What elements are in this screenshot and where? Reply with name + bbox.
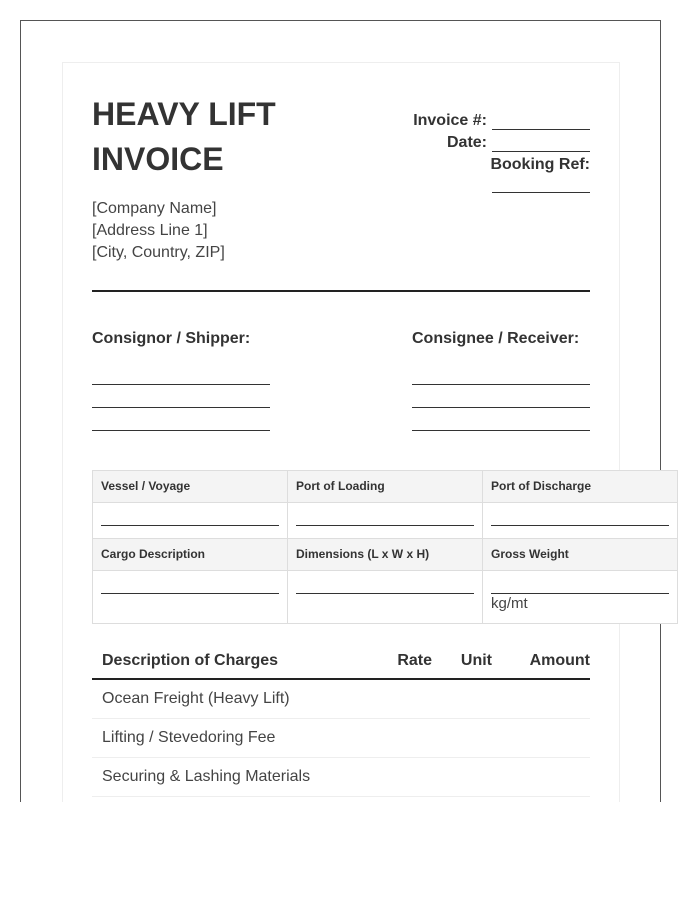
cargo-description-header: Cargo Description xyxy=(93,539,288,571)
company-city: [City, Country, ZIP] xyxy=(92,244,225,261)
charges-description-header: Description of Charges xyxy=(102,652,279,669)
date-field[interactable] xyxy=(492,136,590,152)
gross-weight-cell xyxy=(483,571,678,624)
cargo-description-field[interactable] xyxy=(101,593,279,594)
vessel-voyage-cell xyxy=(93,503,288,539)
dimensions-field[interactable] xyxy=(296,593,474,594)
charges-unit-header: Unit xyxy=(460,652,492,669)
company-name: [Company Name] xyxy=(92,200,217,217)
port-of-loading-field[interactable] xyxy=(296,525,474,526)
booking-ref-row xyxy=(330,152,590,174)
invoice-number-label: Invoice #: xyxy=(413,112,487,129)
booking-ref-label: Booking Ref: xyxy=(490,156,590,173)
invoice-number-row xyxy=(330,108,590,130)
charges-rate-header: Rate xyxy=(397,652,432,669)
receiver-line-2[interactable] xyxy=(412,407,590,408)
dimensions-header: Dimensions (L x W x H) xyxy=(288,539,483,571)
charge-row-lifting-fee: Lifting / Stevedoring Fee xyxy=(92,719,590,758)
gross-weight-header: Gross Weight xyxy=(483,539,678,571)
port-of-discharge-field[interactable] xyxy=(491,525,669,526)
vessel-voyage-header: Vessel / Voyage xyxy=(93,471,288,503)
invoice-title xyxy=(92,92,352,182)
dimensions-cell xyxy=(288,571,483,624)
weight-unit: kg/mt xyxy=(491,595,528,612)
title-line-1: HEAVY LIFT xyxy=(92,96,276,132)
booking-ref-field[interactable] xyxy=(492,174,590,193)
date-label: Date: xyxy=(446,134,487,151)
receiver-label: Consignee / Receiver: xyxy=(412,330,580,347)
cargo-description-cell xyxy=(93,571,288,624)
charges-header-row xyxy=(92,644,590,680)
cargo-details-table xyxy=(92,470,678,624)
company-address: [Address Line 1] xyxy=(92,222,208,239)
shipper-line-2[interactable] xyxy=(92,407,270,408)
shipper-line-1[interactable] xyxy=(92,384,270,385)
port-of-discharge-header: Port of Discharge xyxy=(483,471,678,503)
gross-weight-field[interactable] xyxy=(491,593,669,594)
company-block xyxy=(92,198,225,264)
receiver-line-1[interactable] xyxy=(412,384,590,385)
date-row xyxy=(330,130,590,152)
title-line-2: INVOICE xyxy=(92,141,224,177)
header-divider xyxy=(92,290,590,292)
invoice-meta xyxy=(330,108,590,193)
shipper-label: Consignor / Shipper: xyxy=(92,330,251,347)
port-of-discharge-cell xyxy=(483,503,678,539)
port-of-loading-cell xyxy=(288,503,483,539)
port-of-loading-header: Port of Loading xyxy=(288,471,483,503)
invoice-number-field[interactable] xyxy=(492,114,590,130)
charge-row-ocean-freight: Ocean Freight (Heavy Lift) xyxy=(92,680,590,719)
receiver-line-3[interactable] xyxy=(412,430,590,431)
charges-amount-header: Amount xyxy=(529,652,590,669)
vessel-voyage-field[interactable] xyxy=(101,525,279,526)
charge-row-securing-lashing: Securing & Lashing Materials xyxy=(92,758,590,797)
shipper-line-3[interactable] xyxy=(92,430,270,431)
charges-table xyxy=(92,644,590,797)
